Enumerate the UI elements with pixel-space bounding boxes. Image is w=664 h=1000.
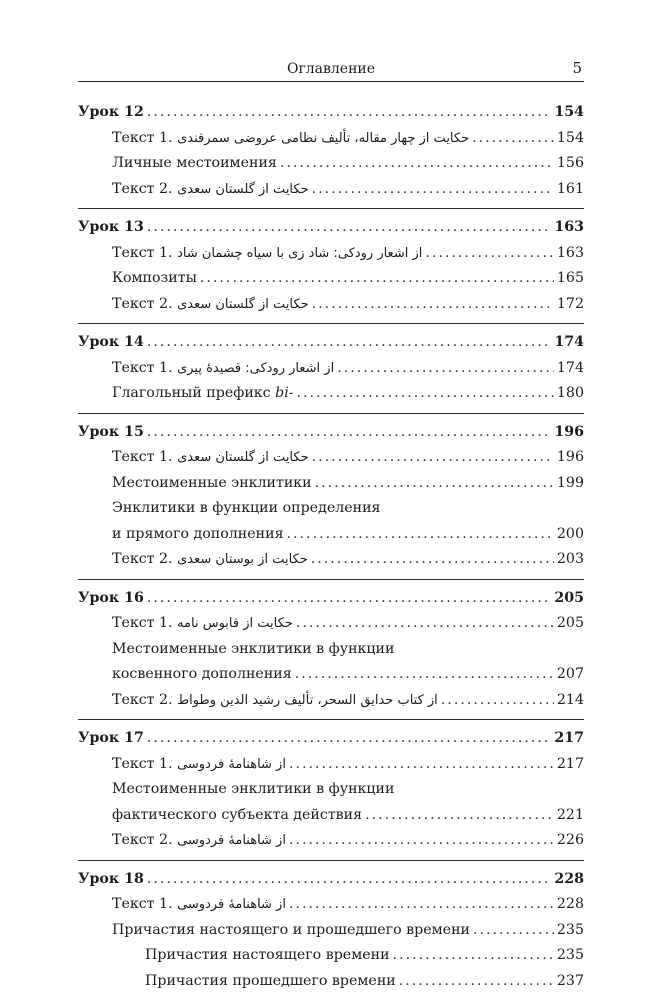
entry-text: Текст 1.	[112, 129, 178, 146]
toc-entry-label	[112, 496, 380, 522]
persian-title: از شاهنامهٔ فردوسی	[177, 897, 286, 912]
dot-leader	[147, 100, 552, 126]
page-number: 217	[554, 730, 584, 746]
dot-leader	[296, 611, 554, 637]
toc-entry-row[interactable]	[78, 611, 584, 637]
toc-entry-row[interactable]	[78, 662, 584, 688]
page-number: 156	[556, 155, 584, 171]
entry-text: Местоименные энклитики	[112, 474, 312, 491]
page-number: 163	[554, 219, 584, 235]
entry-text: Текст 2.	[112, 691, 178, 708]
entry-text: Текст 1.	[112, 896, 178, 912]
dot-leader	[295, 662, 554, 688]
header-rule	[78, 81, 584, 82]
entry-text: Причастия прошедшего времени	[145, 972, 396, 989]
persian-title: از شاهنامهٔ فردوسی	[177, 756, 286, 772]
page-number: 172	[556, 295, 584, 312]
toc-entry-label	[145, 969, 396, 995]
toc-entry-row[interactable]	[78, 292, 584, 318]
toc-entry-row[interactable]	[78, 381, 584, 407]
toc-entry-label	[112, 126, 469, 152]
entry-text: Глагольный префикс	[112, 385, 276, 401]
lesson-block	[78, 100, 584, 202]
toc-entry-row[interactable]	[78, 356, 584, 382]
dot-leader	[337, 356, 554, 382]
page-number: 228	[554, 870, 584, 887]
toc-entry-row	[78, 777, 584, 803]
dot-leader	[399, 969, 554, 995]
page-number: 154	[556, 129, 584, 146]
persian-title: از اشعار رودکی: شاد زی با سیاه چشمان شاد	[177, 245, 423, 261]
dot-leader	[393, 943, 554, 969]
entry-text: Причастия настоящего и прошедшего времени	[112, 921, 470, 938]
toc-entry-row[interactable]	[78, 943, 584, 969]
dot-leader	[289, 752, 554, 778]
toc-entry-label	[112, 777, 394, 803]
page-number: 200	[556, 525, 584, 542]
page-number: 235	[556, 921, 584, 938]
toc-entry-label	[112, 752, 286, 778]
dot-leader	[311, 547, 554, 573]
toc-entry-row[interactable]	[78, 241, 584, 267]
toc-entry-label	[112, 292, 309, 318]
persian-title: حکایت از بوستان سعدی	[177, 552, 308, 567]
toc-entry-row[interactable]	[78, 688, 584, 714]
dot-leader	[425, 241, 554, 267]
entry-text: Текст 2.	[112, 832, 178, 848]
page-number: 161	[556, 180, 584, 197]
dot-leader	[147, 726, 552, 752]
lesson-title: Урок 15	[78, 423, 144, 440]
lesson-block	[78, 208, 584, 317]
italic-term: bi-	[275, 385, 294, 401]
toc-entry-row[interactable]	[78, 969, 584, 995]
toc-entry-row[interactable]	[78, 177, 584, 203]
dot-leader	[280, 151, 554, 177]
lesson-title: Урок 16	[78, 589, 144, 606]
toc-entry-label	[112, 381, 294, 407]
lesson-title: Урок 18	[78, 870, 144, 887]
toc-entry-row[interactable]	[78, 445, 584, 471]
page-number: 205	[554, 589, 584, 606]
entry-text: Композиты	[112, 270, 197, 286]
dot-leader	[312, 445, 554, 471]
toc-entry-label	[112, 892, 286, 918]
persian-title: از شاهنامهٔ فردوسی	[177, 833, 286, 848]
entry-text: Местоименные энклитики в функции	[112, 640, 395, 657]
toc-entry-label	[112, 547, 308, 573]
page-number: 235	[556, 947, 584, 963]
dot-leader	[147, 330, 552, 356]
toc-entry-label	[112, 688, 438, 714]
table-of-contents	[78, 100, 584, 1000]
toc-entry-label	[112, 151, 277, 177]
toc-entry-label	[112, 241, 422, 267]
page-number: 203	[556, 551, 584, 567]
persian-title: حکایت از گلستان سعدی	[177, 181, 309, 197]
toc-entry-label	[112, 637, 394, 663]
lesson-block	[78, 413, 584, 573]
toc-entry-label	[112, 828, 286, 854]
entry-text: и прямого дополнения	[112, 525, 284, 542]
persian-title: از کتاب حدایق السحر، تألیف رشید الدین وطواط	[177, 692, 438, 708]
page-number: 174	[554, 334, 584, 350]
dot-leader	[147, 215, 552, 241]
toc-entry-label	[112, 471, 312, 497]
dot-leader	[365, 803, 554, 829]
dot-leader	[312, 177, 554, 203]
persian-title: حکایت از گلستان سعدی	[177, 296, 309, 312]
page-number: 226	[556, 832, 584, 848]
page-number: 174	[556, 359, 584, 376]
toc-entry-label	[112, 803, 362, 829]
dot-leader	[472, 126, 554, 152]
dot-leader	[297, 381, 554, 407]
header-title: Оглавление	[286, 61, 376, 77]
header-page-number: 5	[572, 59, 582, 77]
toc-entry-row[interactable]	[78, 471, 584, 497]
toc-entry-row[interactable]	[78, 803, 584, 829]
lesson-heading-row[interactable]	[78, 867, 584, 893]
lesson-heading-row[interactable]	[78, 420, 584, 446]
entry-text: косвенного дополнения	[112, 666, 292, 682]
toc-entry-row[interactable]	[78, 752, 584, 778]
entry-text: Причастия настоящего времени	[145, 947, 390, 963]
toc-entry-label	[112, 177, 309, 203]
entry-text: Местоименные энклитики в функции	[112, 781, 395, 797]
lesson-block	[78, 719, 584, 854]
persian-title: از اشعار رودکی: قصیدهٔ پیری	[177, 360, 335, 376]
entry-text: Текст 1.	[112, 244, 178, 261]
entry-text: Текст 2.	[112, 295, 178, 312]
dot-leader	[312, 292, 554, 318]
lesson-title: Урок 13	[78, 219, 144, 235]
dot-leader	[289, 828, 554, 854]
lesson-title: Урок 12	[78, 104, 144, 120]
dot-leader	[147, 586, 552, 612]
page-number: 228	[556, 896, 584, 912]
lesson-block	[78, 323, 584, 407]
toc-entry-label	[112, 611, 293, 637]
toc-entry-label	[112, 445, 309, 471]
toc-entry-label	[112, 662, 292, 688]
entry-text: фактического субъекта действия	[112, 806, 363, 823]
page-number: 196	[556, 449, 584, 465]
page-number: 154	[554, 104, 584, 120]
lesson-block	[78, 579, 584, 714]
page-number: 237	[556, 972, 584, 989]
lesson-heading-row[interactable]	[78, 726, 584, 752]
dot-leader	[200, 266, 554, 292]
toc-entry-row[interactable]	[78, 522, 584, 548]
entry-text: Текст 2.	[112, 551, 178, 567]
page-number: 207	[556, 666, 584, 682]
page-number: 221	[556, 806, 584, 823]
lesson-heading-row[interactable]	[78, 215, 584, 241]
toc-entry-label	[112, 522, 284, 548]
dot-leader	[147, 420, 552, 446]
toc-entry-row	[78, 496, 584, 522]
page-number: 214	[556, 691, 584, 708]
dot-leader	[315, 471, 554, 497]
page-number: 163	[556, 244, 584, 261]
toc-entry-row[interactable]	[78, 266, 584, 292]
entry-text: Текст 1.	[112, 449, 178, 465]
entry-text: Текст 2.	[112, 180, 178, 197]
entry-text: Текст 1.	[112, 359, 178, 376]
toc-entry-row[interactable]	[78, 828, 584, 854]
lesson-title: Урок 14	[78, 334, 144, 350]
dot-leader	[441, 688, 554, 714]
lesson-heading-row[interactable]	[78, 100, 584, 126]
entry-text: Энклитики в функции определения	[112, 500, 381, 516]
toc-entry-label	[112, 266, 197, 292]
persian-title: حکایت از قابوس نامه	[177, 616, 293, 631]
lesson-title: Урок 17	[78, 730, 144, 746]
entry-text: Текст 1.	[112, 755, 178, 772]
toc-entry-label	[112, 918, 470, 944]
entry-text: Личные местоимения	[112, 155, 277, 171]
toc-entry-row[interactable]	[78, 918, 584, 944]
page-number: 205	[556, 615, 584, 631]
page-number: 180	[556, 385, 584, 401]
page-number: 196	[554, 423, 584, 440]
lesson-block	[78, 860, 584, 995]
lesson-heading-row[interactable]	[78, 586, 584, 612]
entry-text: Текст 1.	[112, 615, 178, 631]
toc-entry-row[interactable]	[78, 151, 584, 177]
page-number: 217	[556, 755, 584, 772]
dot-leader	[289, 892, 554, 918]
page-number: 165	[556, 270, 584, 286]
dot-leader	[473, 918, 554, 944]
toc-entry-label	[145, 943, 390, 969]
page-number: 199	[556, 474, 584, 491]
toc-entry-row[interactable]	[78, 547, 584, 573]
toc-entry-row	[78, 637, 584, 663]
persian-title: حکایت از گلستان سعدی	[177, 450, 309, 465]
running-header	[78, 59, 584, 81]
lesson-heading-row[interactable]	[78, 330, 584, 356]
toc-entry-row[interactable]	[78, 892, 584, 918]
persian-title: حکایت از چهار مقاله، تألیف نظامی عروضی سمرقندی	[177, 130, 470, 146]
toc-entry-label	[112, 356, 334, 382]
dot-leader	[147, 867, 552, 893]
dot-leader	[287, 522, 554, 548]
toc-entry-row[interactable]	[78, 126, 584, 152]
